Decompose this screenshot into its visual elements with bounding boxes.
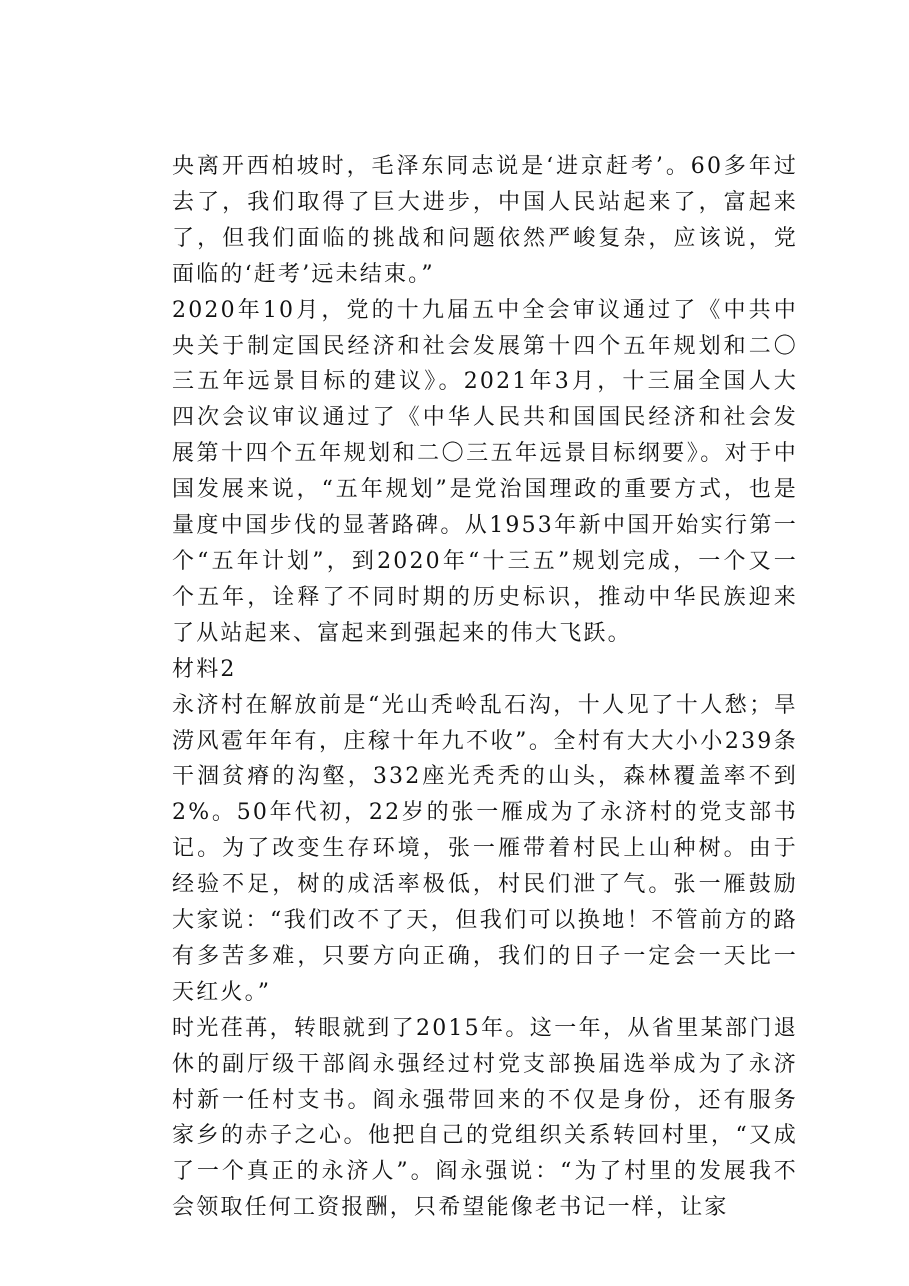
section-heading-material-2: 材料2: [172, 656, 237, 682]
paragraph-five-year-plan: 2020年10月，党的十九届五中全会审议通过了《中共中央关于制定国民经济和社会发展第十四个五年规划和二〇三五年远景目标的建议》。2021年3月，十三届全国人大四次会议审议通过了《中华人民共和国国民经济和社会发展第十四个五年规划和二〇三五年远景目标纲要》。对于中国发展来说，“五年规划”是党治国理政的重要方式，也是量度中国步伐的显著路碑。从1953年新中国开始实行第一个“五年计划”，到2020年“十三五”规划完成，一个又一个五年，诠释了不同时期的历史标识，推动中华民族迎来了从站起来、富起来到强起来的伟大飞跃。: [172, 297, 798, 646]
document-body: [172, 149, 798, 1226]
paragraph-yongji-village: 永济村在解放前是“光山秃岭乱石沟，十人见了十人愁；旱涝风雹年年有，庄稼十年九不收”。全村有大大小小239条干涸贫瘠的沟壑，332座光秃秃的山头，森林覆盖率不到2%。50年代初，22岁的张一雁成为了永济村的党支部书记。为了改变生存环境，张一雁带着村民上山种树。由于经验不足，树的成活率极低，村民们泄了气。张一雁鼓励大家说：“我们改不了天，但我们可以换地！不管前方的路有多苦多难，只要方向正确，我们的日子一定会一天比一天红火。”: [172, 692, 798, 1005]
paragraph-yan-yongqiang: 时光荏苒，转眼就到了2015年。这一年，从省里某部门退休的副厅级干部阎永强经过村党支部换届选举成为了永济村新一任村支书。阎永强带回来的不仅是身份，还有服务家乡的赤子之心。他把自己的党组织关系转回村里，“又成了一个真正的永济人”。阎永强说：“为了村里的发展我不会领取任何工资报酬，只希望能像老书记一样，让家: [172, 1015, 798, 1221]
paragraph-ganbao: 央离开西柏坡时，毛泽东同志说是‘进京赶考’。60多年过去了，我们取得了巨大进步，中国人民站起来了，富起来了，但我们面临的挑战和问题依然严峻复杂，应该说，党面临的‘赶考’远未结束。”: [172, 154, 798, 287]
